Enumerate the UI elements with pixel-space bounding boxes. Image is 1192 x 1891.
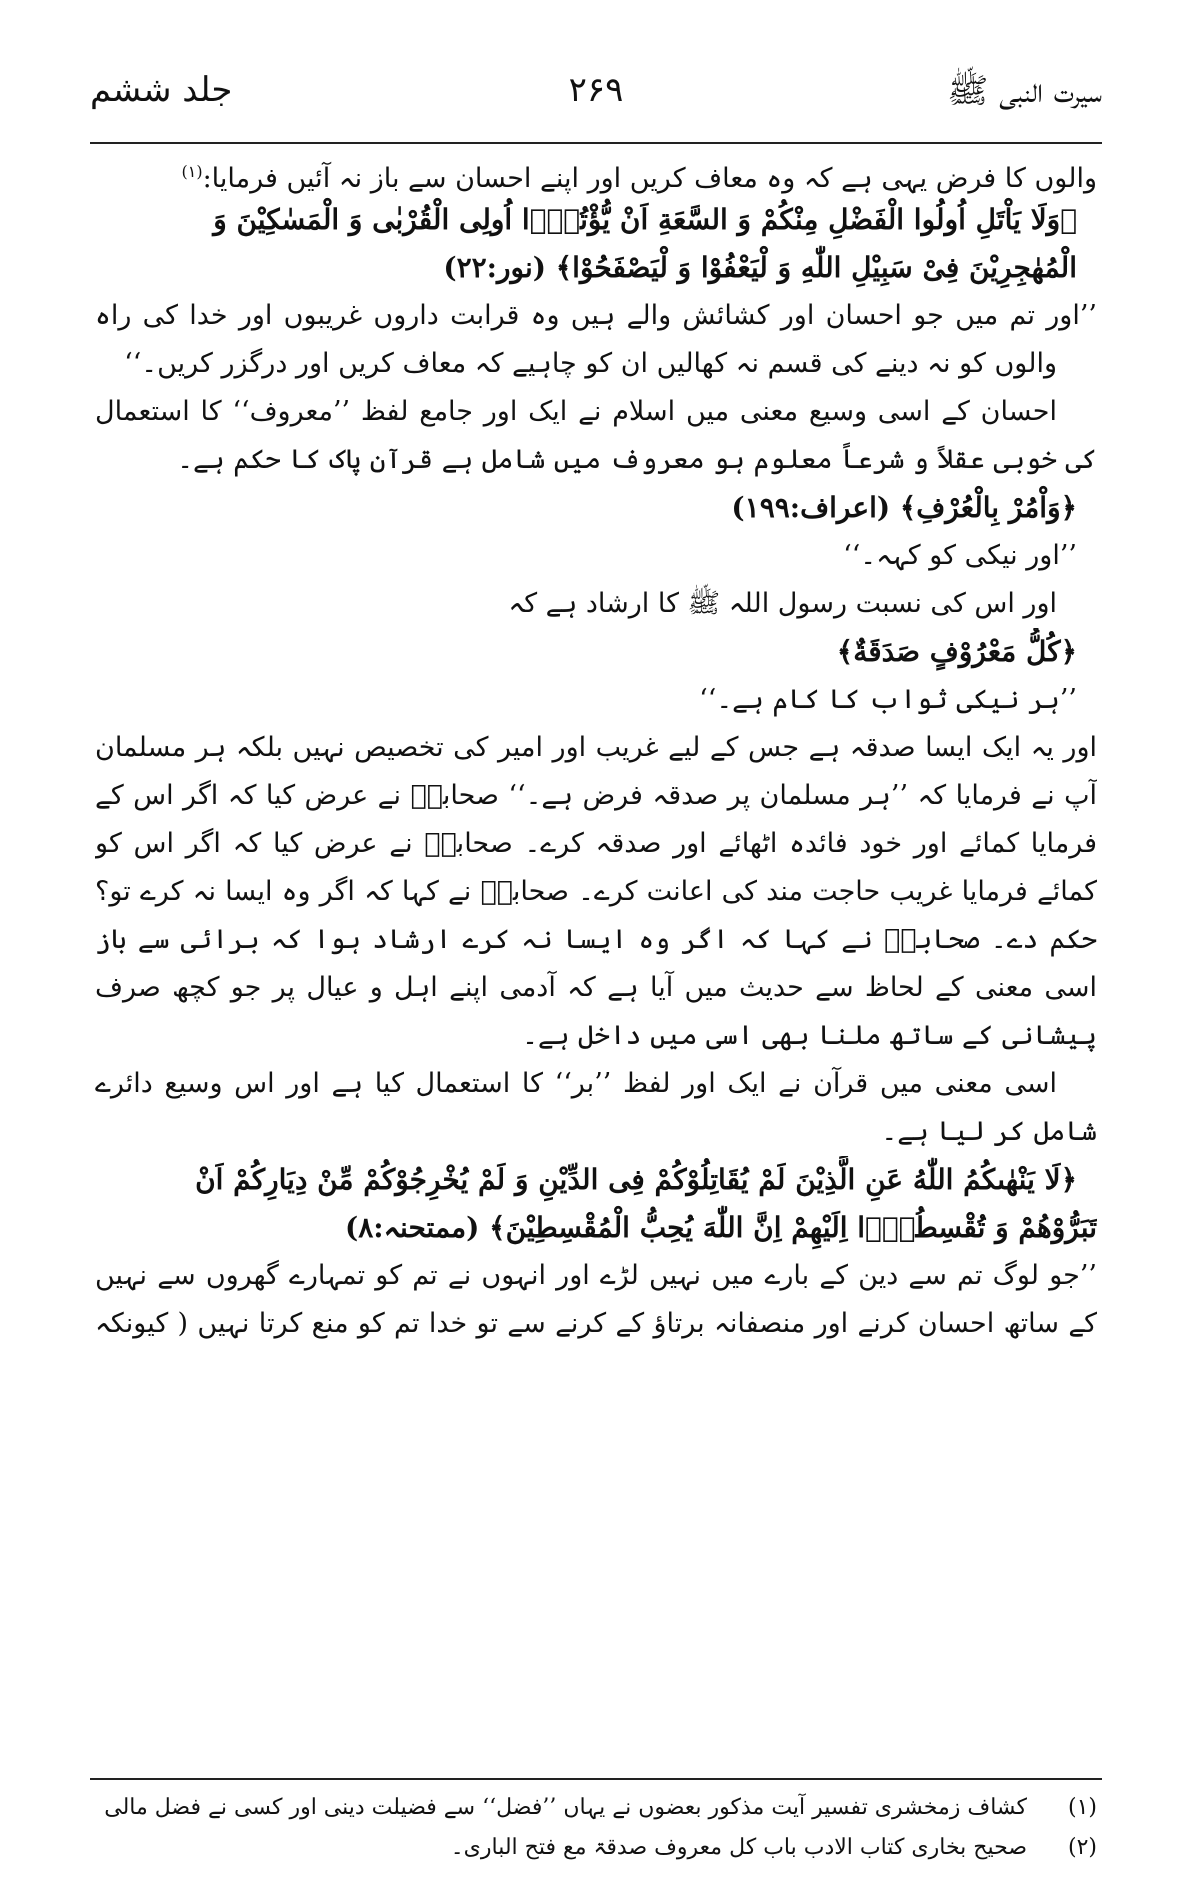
body-line-text: حکم دے۔ صحابہؓ نے کہا کہ اگر وہ ایسا نہ کرے ارشاد ہوا کہ برائی سے باز — [95, 924, 1097, 955]
body-line-text: آپ نے فرمایا کہ ’’ہر مسلمان پر صدقہ فرض ہے۔‘‘ صحابہؓ نے عرض کیا کہ اگر اس کے — [95, 780, 1097, 811]
body-line-text: الْمُهٰجِرِیْنَ فِیْ سَبِیْلِ اللّٰهِ وَ لْیَعْفُوْا وَ لْیَصْفَحُوْا﴾ (نور:۲۲) — [443, 251, 1077, 284]
footnotes — [95, 1788, 1097, 1888]
body-line-text: پیشانی کے ساتھ ملنا بھی اسی میں داخل ہے۔ — [522, 1020, 1097, 1051]
body-line — [95, 1108, 1097, 1156]
footnote-reference: (۱) — [181, 162, 203, 181]
page-header — [90, 70, 1102, 130]
body-line-text: اسی معنی کے لحاظ سے حدیث میں آیا ہے کہ آدمی اپنے اہل و عیال پر جو کچھ صرف — [95, 972, 1097, 1003]
body-line — [95, 1156, 1097, 1204]
footnote-item — [95, 1788, 1097, 1828]
body-line-text: ﴿وَاْمُرْ بِالْعُرْفِ﴾ (اعراف:۱۹۹) — [731, 491, 1077, 524]
body-line — [95, 676, 1097, 724]
body-line — [95, 340, 1097, 388]
footnote-item — [95, 1828, 1097, 1868]
body-line-text: والوں کا فرض یہی ہے کہ وہ معاف کریں اور اپنے احسان سے باز نہ آئیں فرمایا: — [202, 163, 1097, 194]
body-line — [95, 436, 1097, 484]
body-line — [95, 772, 1097, 820]
volume-label: جلد ششم — [90, 70, 233, 110]
body-line-text: شامل کر لیا ہے۔ — [881, 1116, 1097, 1147]
body-line-text: کے ساتھ احسان کرنے اور منصفانہ برتاؤ کے کرنے سے تو خدا تم کو منع کرتا نہیں ( کیونکہ — [95, 1308, 1097, 1339]
footnote-divider — [90, 1778, 1102, 1780]
body-line — [95, 244, 1097, 292]
body-line — [95, 292, 1097, 340]
body-line — [95, 820, 1097, 868]
body-line-text: ’’جو لوگ تم سے دین کے بارے میں نہیں لڑے اور انہوں نے تم کو تمہارے گھروں سے نہیں — [95, 1260, 1097, 1291]
body-line-text: اور اس کی نسبت رسول اللہ ﷺ کا ارشاد ہے کہ — [508, 588, 1057, 619]
body-line — [95, 868, 1097, 916]
footnote-text: کشاف زمخشری تفسیر آیت مذکور بعضوں نے یہاں ’’فضل‘‘ سے فضیلت دینی اور کسی نے فضل مالی — [104, 1795, 1027, 1820]
body-line-text: ’’ہر نیکی ثواب کا کام ہے۔‘‘ — [699, 684, 1077, 715]
body-line — [95, 1012, 1097, 1060]
body-line — [95, 148, 1097, 196]
body-line — [95, 484, 1097, 532]
body-line — [95, 196, 1097, 244]
header-divider — [90, 142, 1102, 144]
body-line-text: ﴿وَلَا یَاْتَلِ اُولُوا الْفَضْلِ مِنْكُمْ وَ السَّعَةِ اَنْ یُّؤْتُوْۤا اُولِی الْقُرْبٰی وَ الْمَسٰكِیْنَ وَ — [213, 203, 1077, 236]
body-line-text: فرمایا کمائے اور خود فائدہ اٹھائے اور صدقہ کرے۔ صحابہؓ نے عرض کیا کہ اگر اس کو — [95, 828, 1097, 859]
body-line-text: ﴿لَا یَنْهٰىكُمُ اللّٰهُ عَنِ الَّذِیْنَ لَمْ یُقَاتِلُوْكُمْ فِی الدِّیْنِ وَ لَمْ یُخْرِجُوْكُمْ مِّنْ دِیَارِكُمْ اَنْ — [195, 1163, 1077, 1196]
body-line-text: تَبَرُّوْهُمْ وَ تُقْسِطُوْۤا اِلَیْهِمْ اِنَّ اللّٰهَ یُحِبُّ الْمُقْسِطِیْنَ﴾ (ممتحنہ:۸) — [344, 1211, 1097, 1244]
body-line-text: ’’اور نیکی کو کہہ۔‘‘ — [843, 540, 1077, 571]
body-line-text: کمائے فرمایا غریب حاجت مند کی اعانت کرے۔ صحابہؓ نے کہا کہ اگر وہ ایسا نہ کرے تو؟ — [95, 876, 1097, 907]
body-line-text: اور یہ ایک ایسا صدقہ ہے جس کے لیے غریب اور امیر کی تخصیص نہیں بلکہ ہر مسلمان — [95, 732, 1097, 763]
body-line — [95, 580, 1097, 628]
footnote-text: صحیح بخاری کتاب الادب باب کل معروف صدقۃ مع فتح الباری۔ — [450, 1835, 1027, 1860]
book-title: سیرت النبی ﷺ — [947, 71, 1102, 111]
body-line-text: احسان کے اسی وسیع معنی میں اسلام نے ایک اور جامع لفظ ’’معروف‘‘ کا استعمال — [95, 396, 1057, 427]
body-line — [95, 916, 1097, 964]
body-line — [95, 1300, 1097, 1348]
body-line — [95, 628, 1097, 676]
body-line — [95, 532, 1097, 580]
body-line-text: کی خوبی عقلاً و شرعاً معلوم ہو معروف میں شامل ہے قرآن پاک کا حکم ہے۔ — [177, 444, 1097, 475]
body-line — [95, 388, 1097, 436]
body-line — [95, 1252, 1097, 1300]
body-line-text: اسی معنی میں قرآن نے ایک اور لفظ ’’بر‘‘ کا استعمال کیا ہے اور اس وسیع دائرے — [95, 1068, 1057, 1099]
body-line — [95, 1060, 1097, 1108]
body-line — [95, 1204, 1097, 1252]
page-number: ۲۶۹ — [568, 70, 624, 110]
body-line — [95, 724, 1097, 772]
body-line — [95, 964, 1097, 1012]
footnote-number: (۱) — [1067, 1795, 1097, 1820]
body-line-text: ﴿كُلُّ مَعْرُوْفٍ صَدَقَةٌ﴾ — [836, 635, 1077, 668]
body-line-text: ’’اور تم میں جو احسان اور کشائش والے ہیں وہ قرابت داروں غریبوں اور خدا کی راہ — [95, 300, 1097, 331]
body-line-text: والوں کو نہ دینے کی قسم نہ کھالیں ان کو چاہیے کہ معاف کریں اور درگزر کریں۔‘‘ — [124, 348, 1057, 379]
footnote-number: (۲) — [1067, 1835, 1097, 1860]
page-body — [95, 148, 1097, 1788]
